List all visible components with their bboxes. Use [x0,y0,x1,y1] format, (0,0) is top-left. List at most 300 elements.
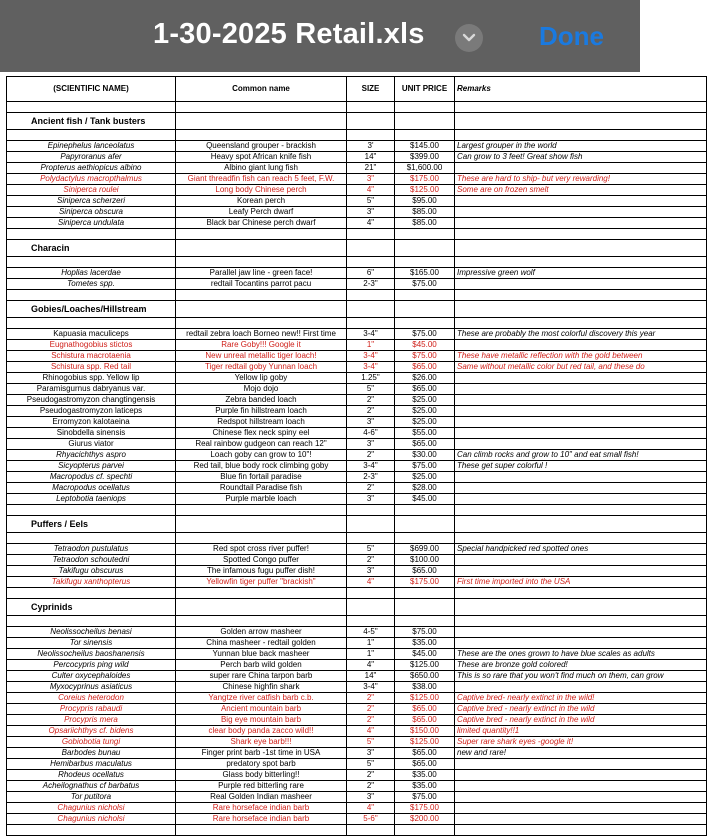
remarks-cell[interactable] [455,682,707,693]
common-name-cell[interactable]: Redspot hillstream loach [176,417,347,428]
section-title[interactable]: Characin [7,240,176,257]
cell[interactable] [176,516,347,533]
cell[interactable] [395,229,455,240]
common-name-cell[interactable]: redtail zebra loach Borneo new!! First time [176,329,347,340]
size-cell[interactable]: 1" [347,638,395,649]
cell[interactable] [347,516,395,533]
remarks-cell[interactable]: This is so rare that you won't find much on them, can grow [455,671,707,682]
common-name-cell[interactable]: Heavy spot African knife fish [176,152,347,163]
size-cell[interactable]: 14" [347,671,395,682]
price-cell[interactable]: $65.00 [395,715,455,726]
common-name-cell[interactable]: Black bar Chinese perch dwarf [176,218,347,229]
size-cell[interactable]: 5" [347,737,395,748]
scientific-name-cell[interactable]: Rhodeus ocellatus [7,770,176,781]
price-cell[interactable]: $26.00 [395,373,455,384]
size-cell[interactable]: 3-4" [347,329,395,340]
section-title[interactable]: Gobies/Loaches/Hillstream [7,301,176,318]
cell[interactable] [7,825,176,836]
cell[interactable] [395,257,455,268]
size-cell[interactable]: 2-3" [347,472,395,483]
price-cell[interactable]: $25.00 [395,395,455,406]
price-cell[interactable]: $145.00 [395,141,455,152]
cell[interactable] [455,318,707,329]
remarks-cell[interactable]: These are probably the most colorful discovery this year [455,329,707,340]
price-cell[interactable]: $175.00 [395,577,455,588]
common-name-cell[interactable]: Rare horseface indian barb [176,803,347,814]
size-cell[interactable]: 4" [347,185,395,196]
common-name-cell[interactable]: Glass body bitterling!! [176,770,347,781]
size-cell[interactable]: 1.25" [347,373,395,384]
price-cell[interactable]: $175.00 [395,803,455,814]
size-cell[interactable]: 1" [347,340,395,351]
remarks-cell[interactable]: Same without metallic color but red tail, and these do [455,362,707,373]
cell[interactable] [347,825,395,836]
scientific-name-cell[interactable]: Epinephelus lanceolatus [7,141,176,152]
size-cell[interactable]: 3" [347,174,395,185]
cell[interactable] [176,533,347,544]
size-cell[interactable]: 4" [347,660,395,671]
scientific-name-cell[interactable]: Macropodus cf. spechti [7,472,176,483]
cell[interactable] [347,588,395,599]
common-name-cell[interactable]: Blue fin fortail paradise [176,472,347,483]
cell[interactable] [347,240,395,257]
price-cell[interactable]: $30.00 [395,450,455,461]
remarks-cell[interactable] [455,781,707,792]
scientific-name-cell[interactable]: Eugnathogobius stictos [7,340,176,351]
cell[interactable] [395,516,455,533]
scientific-name-cell[interactable]: Sinobdella sinensis [7,428,176,439]
remarks-cell[interactable]: Some are on frozen smelt [455,185,707,196]
cell[interactable] [455,825,707,836]
cell[interactable] [395,533,455,544]
scientific-name-cell[interactable]: Pseudogastromyzon changtingensis [7,395,176,406]
common-name-cell[interactable]: Mojo dojo [176,384,347,395]
size-cell[interactable]: 5" [347,759,395,770]
scientific-name-cell[interactable]: Giurus viator [7,439,176,450]
scientific-name-cell[interactable]: Siniperca undulata [7,218,176,229]
price-cell[interactable]: $28.00 [395,483,455,494]
size-cell[interactable]: 5-6" [347,814,395,825]
size-cell[interactable]: 3' [347,141,395,152]
cell[interactable] [176,599,347,616]
size-cell[interactable]: 5" [347,384,395,395]
common-name-cell[interactable]: redtail Tocantins parrot pacu [176,279,347,290]
scientific-name-cell[interactable]: Rhyacichthys aspro [7,450,176,461]
cell[interactable] [176,588,347,599]
common-name-cell[interactable]: Ancient mountain barb [176,704,347,715]
cell[interactable] [7,290,176,301]
remarks-cell[interactable]: These have metallic reflection with the gold between [455,351,707,362]
common-name-cell[interactable]: Yunnan blue back masheer [176,649,347,660]
common-name-cell[interactable]: Golden arrow masheer [176,627,347,638]
price-cell[interactable]: $175.00 [395,174,455,185]
remarks-cell[interactable] [455,638,707,649]
price-cell[interactable]: $35.00 [395,781,455,792]
scientific-name-cell[interactable]: Hoplias lacerdae [7,268,176,279]
size-cell[interactable]: 2" [347,715,395,726]
scientific-name-cell[interactable]: Paramisgurnus dabryanus var. [7,384,176,395]
size-cell[interactable]: 3" [347,439,395,450]
cell[interactable] [455,516,707,533]
cell[interactable] [395,588,455,599]
common-name-cell[interactable]: Yellowfin tiger puffer "brackish" [176,577,347,588]
cell[interactable] [347,505,395,516]
remarks-cell[interactable] [455,814,707,825]
price-cell[interactable]: $45.00 [395,494,455,505]
size-cell[interactable]: 5" [347,544,395,555]
price-cell[interactable]: $65.00 [395,566,455,577]
price-cell[interactable]: $35.00 [395,770,455,781]
scientific-name-cell[interactable]: Sicyopterus parvei [7,461,176,472]
remarks-cell[interactable] [455,792,707,803]
cell[interactable] [455,301,707,318]
cell[interactable] [395,599,455,616]
price-cell[interactable]: $65.00 [395,748,455,759]
price-cell[interactable]: $25.00 [395,472,455,483]
remarks-cell[interactable] [455,555,707,566]
cell[interactable] [395,102,455,113]
common-name-cell[interactable]: Perch barb wild golden [176,660,347,671]
scientific-name-cell[interactable]: Tor sinensis [7,638,176,649]
size-cell[interactable]: 4-6" [347,428,395,439]
scientific-name-cell[interactable]: Erromyzon kalotaeina [7,417,176,428]
remarks-cell[interactable] [455,406,707,417]
common-name-cell[interactable]: Tiger redtail goby Yunnan loach [176,362,347,373]
scientific-name-cell[interactable]: Schistura spp. Red tail [7,362,176,373]
size-cell[interactable]: 3-4" [347,461,395,472]
price-cell[interactable]: $25.00 [395,417,455,428]
cell[interactable] [176,130,347,141]
common-name-cell[interactable]: Purple fin hillstream loach [176,406,347,417]
cell[interactable] [395,113,455,130]
cell[interactable] [395,318,455,329]
common-name-cell[interactable]: New unreal metallic tiger loach! [176,351,347,362]
remarks-cell[interactable] [455,279,707,290]
section-title[interactable]: Puffers / Eels [7,516,176,533]
price-cell[interactable]: $65.00 [395,704,455,715]
section-title[interactable]: Ancient fish / Tank busters [7,113,176,130]
common-name-cell[interactable]: Yellow lip goby [176,373,347,384]
cell[interactable] [455,130,707,141]
remarks-cell[interactable]: Can grow to 3 feet! Great show fish [455,152,707,163]
price-cell[interactable]: $150.00 [395,726,455,737]
size-cell[interactable]: 2" [347,406,395,417]
remarks-cell[interactable]: limited quantity!!1 [455,726,707,737]
scientific-name-cell[interactable]: Schistura macrotaenia [7,351,176,362]
cell[interactable] [176,240,347,257]
remarks-cell[interactable]: Special handpicked red spotted ones [455,544,707,555]
size-cell[interactable]: 2" [347,450,395,461]
common-name-cell[interactable]: Queensland grouper - brackish [176,141,347,152]
cell[interactable] [7,229,176,240]
remarks-cell[interactable] [455,627,707,638]
common-name-cell[interactable]: Red tail, blue body rock climbing goby [176,461,347,472]
price-cell[interactable]: $699.00 [395,544,455,555]
scientific-name-cell[interactable]: Tetraodon pustulatus [7,544,176,555]
remarks-cell[interactable] [455,803,707,814]
scientific-name-cell[interactable]: Neolissocheilus benasi [7,627,176,638]
cell[interactable] [395,301,455,318]
size-cell[interactable]: 3" [347,417,395,428]
cell[interactable] [455,113,707,130]
remarks-cell[interactable]: Captive bred- nearly extinct in the wild! [455,693,707,704]
price-cell[interactable]: $1,600.00 [395,163,455,174]
cell[interactable] [7,588,176,599]
scientific-name-cell[interactable]: Tetraodon schoutedni [7,555,176,566]
remarks-cell[interactable] [455,218,707,229]
cell[interactable] [7,616,176,627]
scientific-name-cell[interactable]: Gobiobotia tungi [7,737,176,748]
remarks-cell[interactable]: new and rare! [455,748,707,759]
remarks-cell[interactable] [455,472,707,483]
remarks-cell[interactable] [455,494,707,505]
remarks-cell[interactable] [455,373,707,384]
remarks-cell[interactable]: Super rare shark eyes -google it! [455,737,707,748]
common-name-cell[interactable]: Shark eye barb!!! [176,737,347,748]
common-name-cell[interactable]: Big eye mountain barb [176,715,347,726]
cell[interactable] [455,616,707,627]
cell[interactable] [176,616,347,627]
cell[interactable] [176,505,347,516]
size-cell[interactable]: 2" [347,693,395,704]
size-cell[interactable]: 3" [347,748,395,759]
size-cell[interactable]: 2" [347,555,395,566]
cell[interactable] [395,130,455,141]
price-cell[interactable]: $75.00 [395,351,455,362]
price-cell[interactable]: $165.00 [395,268,455,279]
cell[interactable] [455,533,707,544]
cell[interactable] [347,102,395,113]
price-cell[interactable]: $38.00 [395,682,455,693]
cell[interactable] [7,130,176,141]
cell[interactable] [7,102,176,113]
common-name-cell[interactable]: Real Golden Indian masheer [176,792,347,803]
common-name-cell[interactable]: predatory spot barb [176,759,347,770]
common-name-cell[interactable]: Albino giant lung fish [176,163,347,174]
cell[interactable] [455,257,707,268]
common-name-cell[interactable]: Leafy Perch dwarf [176,207,347,218]
cell[interactable] [395,290,455,301]
price-cell[interactable]: $55.00 [395,428,455,439]
size-cell[interactable]: 4-5" [347,627,395,638]
remarks-cell[interactable]: These get super colorful ! [455,461,707,472]
size-cell[interactable]: 3" [347,207,395,218]
size-cell[interactable]: 2" [347,704,395,715]
remarks-cell[interactable] [455,770,707,781]
common-name-cell[interactable]: Zebra banded loach [176,395,347,406]
common-name-cell[interactable]: Purple marble loach [176,494,347,505]
cell[interactable] [176,102,347,113]
cell[interactable] [455,102,707,113]
price-cell[interactable]: $65.00 [395,362,455,373]
scientific-name-cell[interactable]: Opsariichthys cf. bidens [7,726,176,737]
common-name-cell[interactable]: Loach goby can grow to 10"! [176,450,347,461]
price-cell[interactable]: $65.00 [395,439,455,450]
cell[interactable] [455,240,707,257]
scientific-name-cell[interactable]: Kapuasia maculiceps [7,329,176,340]
remarks-cell[interactable] [455,196,707,207]
scientific-name-cell[interactable]: Percocypris ping wild [7,660,176,671]
scientific-name-cell[interactable]: Pseudogastromyzon laticeps [7,406,176,417]
common-name-cell[interactable]: Yangtze river catfish barb c.b. [176,693,347,704]
cell[interactable] [395,616,455,627]
remarks-cell[interactable]: First time imported into the USA [455,577,707,588]
price-cell[interactable]: $85.00 [395,218,455,229]
price-cell[interactable]: $35.00 [395,638,455,649]
size-cell[interactable]: 3-4" [347,362,395,373]
scientific-name-cell[interactable]: Takifugu obscurus [7,566,176,577]
scientific-name-cell[interactable]: Siniperca roulei [7,185,176,196]
remarks-cell[interactable] [455,428,707,439]
scientific-name-cell[interactable]: Barbodes bunau [7,748,176,759]
common-name-cell[interactable]: super rare China tarpon barb [176,671,347,682]
spreadsheet-view[interactable] [0,72,664,823]
price-cell[interactable]: $95.00 [395,196,455,207]
price-cell[interactable]: $75.00 [395,792,455,803]
size-cell[interactable]: 2" [347,483,395,494]
common-name-cell[interactable]: clear body panda zacco wild!! [176,726,347,737]
common-name-cell[interactable]: China masheer - redtail golden [176,638,347,649]
cell[interactable] [176,318,347,329]
remarks-cell[interactable] [455,395,707,406]
remarks-cell[interactable]: Captive bred - nearly extinct in the wild [455,704,707,715]
common-name-cell[interactable]: Parallel jaw line - green face! [176,268,347,279]
cell[interactable] [347,616,395,627]
size-cell[interactable]: 4" [347,218,395,229]
remarks-cell[interactable] [455,483,707,494]
remarks-cell[interactable]: Can climb rocks and grow to 10" and eat small fish! [455,450,707,461]
size-cell[interactable]: 3" [347,792,395,803]
scientific-name-cell[interactable]: Coreius heterodon [7,693,176,704]
cell[interactable] [7,318,176,329]
size-cell[interactable]: 4" [347,577,395,588]
price-cell[interactable]: $100.00 [395,555,455,566]
price-cell[interactable]: $125.00 [395,185,455,196]
cell[interactable] [176,257,347,268]
remarks-cell[interactable]: These are the ones grown to have blue scales as adults [455,649,707,660]
common-name-cell[interactable]: Purple red bitterling rare [176,781,347,792]
remarks-cell[interactable] [455,417,707,428]
cell[interactable] [347,533,395,544]
scientific-name-cell[interactable]: Myxocyprinus asiaticus [7,682,176,693]
scientific-name-cell[interactable]: Tometes spp. [7,279,176,290]
scientific-name-cell[interactable]: Siniperca scherzeri [7,196,176,207]
size-cell[interactable]: 6" [347,268,395,279]
price-cell[interactable]: $45.00 [395,649,455,660]
cell[interactable] [347,229,395,240]
cell[interactable] [455,290,707,301]
scientific-name-cell[interactable]: Acheilognathus cf barbatus [7,781,176,792]
price-cell[interactable]: $200.00 [395,814,455,825]
remarks-cell[interactable] [455,340,707,351]
cell[interactable] [176,290,347,301]
remarks-cell[interactable]: Captive bred - nearly extinct in the wild [455,715,707,726]
price-cell[interactable]: $125.00 [395,737,455,748]
cell[interactable] [7,505,176,516]
price-cell[interactable]: $45.00 [395,340,455,351]
price-cell[interactable]: $75.00 [395,461,455,472]
price-cell[interactable]: $65.00 [395,384,455,395]
cell[interactable] [176,113,347,130]
common-name-cell[interactable]: Giant threadfin fish can reach 5 feet, F.W. [176,174,347,185]
cell[interactable] [7,533,176,544]
price-cell[interactable]: $65.00 [395,759,455,770]
common-name-cell[interactable]: Real rainbow gudgeon can reach 12" [176,439,347,450]
cell[interactable] [347,301,395,318]
done-button[interactable]: Done [539,21,604,51]
cell[interactable] [7,257,176,268]
size-cell[interactable]: 1" [347,649,395,660]
remarks-cell[interactable] [455,566,707,577]
cell[interactable] [176,229,347,240]
scientific-name-cell[interactable]: Culter oxycephaloides [7,671,176,682]
remarks-cell[interactable] [455,163,707,174]
cell[interactable] [395,825,455,836]
scientific-name-cell[interactable]: Papyroranus afer [7,152,176,163]
size-cell[interactable]: 2-3" [347,279,395,290]
remarks-cell[interactable] [455,759,707,770]
cell[interactable] [347,318,395,329]
size-cell[interactable]: 21" [347,163,395,174]
common-name-cell[interactable]: Finger print barb -1st time in USA [176,748,347,759]
remarks-cell[interactable] [455,207,707,218]
price-cell[interactable]: $75.00 [395,279,455,290]
price-cell[interactable]: $85.00 [395,207,455,218]
common-name-cell[interactable]: Roundtail Paradise fish [176,483,347,494]
scientific-name-cell[interactable]: Chagunius nicholsi [7,814,176,825]
size-cell[interactable]: 3-4" [347,351,395,362]
remarks-cell[interactable]: Largest grouper in the world [455,141,707,152]
scientific-name-cell[interactable]: Propterus aethiopicus albino [7,163,176,174]
price-cell[interactable]: $25.00 [395,406,455,417]
remarks-cell[interactable]: These are hard to ship- but very rewarding! [455,174,707,185]
common-name-cell[interactable]: Chinese flex neck spiny eel [176,428,347,439]
size-cell[interactable]: 2" [347,770,395,781]
common-name-cell[interactable]: The infamous fugu puffer dish! [176,566,347,577]
size-cell[interactable]: 2" [347,781,395,792]
cell[interactable] [455,588,707,599]
common-name-cell[interactable]: Chinese highfin shark [176,682,347,693]
scientific-name-cell[interactable]: Rhinogobius spp. Yellow lip [7,373,176,384]
price-cell[interactable]: $75.00 [395,627,455,638]
title-menu-button[interactable] [455,24,483,52]
size-cell[interactable]: 5" [347,196,395,207]
size-cell[interactable]: 3-4" [347,682,395,693]
cell[interactable] [395,505,455,516]
common-name-cell[interactable]: Long body Chinese perch [176,185,347,196]
size-cell[interactable]: 4" [347,803,395,814]
cell[interactable] [455,505,707,516]
common-name-cell[interactable]: Rare horseface indian barb [176,814,347,825]
common-name-cell[interactable]: Spotted Congo puffer [176,555,347,566]
common-name-cell[interactable]: Rare Goby!!! Google it [176,340,347,351]
scientific-name-cell[interactable]: Takifugu xanthopterus [7,577,176,588]
remarks-cell[interactable]: Impressive green wolf [455,268,707,279]
remarks-cell[interactable]: These are bronze gold colored! [455,660,707,671]
size-cell[interactable]: 3" [347,566,395,577]
price-cell[interactable]: $399.00 [395,152,455,163]
common-name-cell[interactable]: Red spot cross river puffer! [176,544,347,555]
scientific-name-cell[interactable]: Macropodus ocellatus [7,483,176,494]
scientific-name-cell[interactable]: Procypris mera [7,715,176,726]
scientific-name-cell[interactable]: Tor putitora [7,792,176,803]
remarks-cell[interactable] [455,439,707,450]
price-cell[interactable]: $650.00 [395,671,455,682]
scientific-name-cell[interactable]: Siniperca obscura [7,207,176,218]
cell[interactable] [347,257,395,268]
scientific-name-cell[interactable]: Chagunius nicholsi [7,803,176,814]
size-cell[interactable]: 4" [347,726,395,737]
